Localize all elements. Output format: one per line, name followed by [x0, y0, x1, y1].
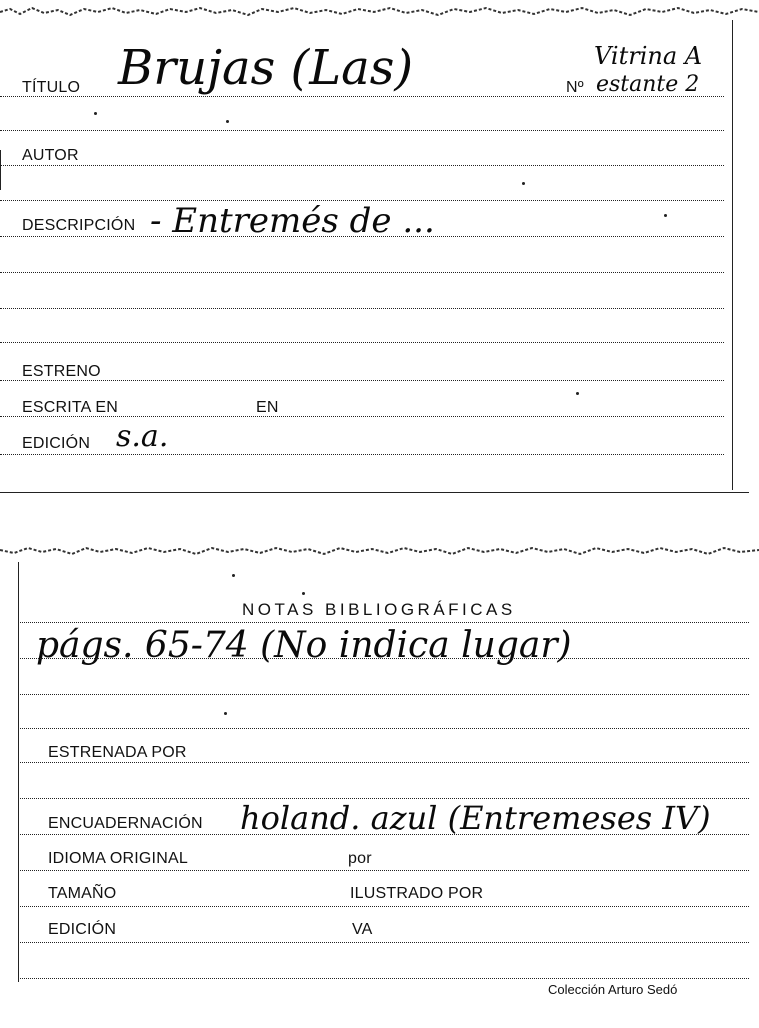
por-label: por: [348, 850, 372, 867]
tamano-rule: [18, 906, 749, 907]
ilustrado-label: ILUSTRADO POR: [350, 885, 484, 902]
autor-rule: [0, 165, 724, 166]
titulo-rule: [0, 96, 724, 97]
edicion-label: EDICIÓN: [22, 435, 91, 452]
valor-label: VA: [352, 921, 373, 938]
idioma-rule: [18, 870, 749, 871]
titulo-value: Brujas (Las): [118, 40, 414, 96]
descripcion-label: DESCRIPCIÓN: [22, 217, 136, 234]
edicion-back-label: EDICIÓN: [48, 921, 117, 938]
back-card: [0, 540, 759, 1028]
rule-7: [0, 308, 724, 309]
speck: [232, 574, 235, 577]
escrita-rule: [0, 416, 724, 417]
titulo-label: TÍTULO: [22, 79, 81, 96]
shelf-line1: Vitrina A: [594, 42, 703, 70]
shelf-line2: estante 2: [596, 72, 700, 97]
autor-label: AUTOR: [22, 147, 79, 164]
estrenada-rule: [18, 762, 749, 763]
estrenada-por-label: ESTRENADA POR: [48, 744, 187, 761]
right-border: [732, 20, 733, 490]
left-mark: [0, 150, 1, 190]
collection-footer: Colección Arturo Sedó: [548, 982, 678, 997]
edicion-back-rule: [18, 942, 749, 943]
idioma-label: IDIOMA ORIGINAL: [48, 850, 188, 867]
left-border: [18, 562, 19, 982]
rule-2: [0, 130, 724, 131]
speck: [664, 214, 667, 217]
en-label: EN: [256, 399, 279, 416]
speck: [94, 112, 97, 115]
notas-heading: NOTAS BIBLIOGRÁFICAS: [242, 600, 516, 619]
estreno-label: ESTRENO: [22, 363, 101, 380]
descripcion-value: - Entremés de ...: [150, 201, 435, 241]
front-card: [0, 0, 759, 500]
heading-rule: [18, 622, 749, 623]
encuadernacion-value: holand. azul (Entremeses IV): [240, 799, 711, 837]
edicion-rule: [0, 454, 724, 455]
shelf-no-label: Nº: [566, 79, 584, 96]
rule-3: [18, 694, 749, 695]
rule-8: [0, 342, 724, 343]
speck: [522, 182, 525, 185]
speck: [576, 392, 579, 395]
tamano-label: TAMAÑO: [48, 885, 117, 902]
estreno-rule: [0, 380, 724, 381]
encuadernacion-rule: [18, 834, 749, 835]
speck: [302, 592, 305, 595]
speck: [224, 712, 227, 715]
torn-top-edge: [0, 540, 759, 562]
rule-last: [18, 978, 749, 979]
notas-value: págs. 65-74 (No indica lugar): [36, 625, 572, 666]
rule-4: [18, 728, 749, 729]
escrita-en-label: ESCRITA EN: [22, 399, 118, 416]
rule-6: [0, 272, 724, 273]
notas-rule: [18, 658, 749, 659]
encuadernacion-label: ENCUADERNACIÓN: [48, 815, 203, 832]
edicion-value: s.a.: [116, 419, 169, 454]
speck: [226, 120, 229, 123]
torn-top-edge: [0, 0, 759, 22]
card-bottom-edge: [0, 492, 749, 493]
descripcion-rule: [0, 236, 724, 237]
